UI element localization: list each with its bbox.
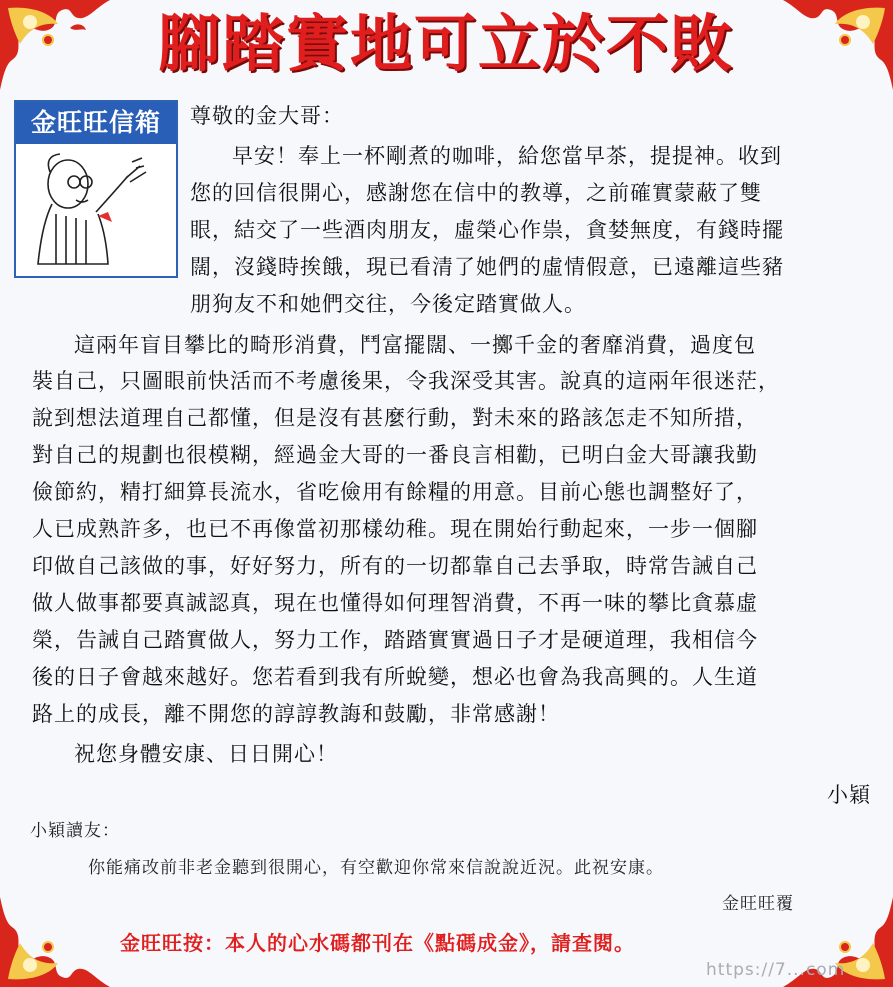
letter-salutation: 尊敬的金大哥： xyxy=(190,104,344,128)
column-title: 金旺旺信箱 xyxy=(16,102,176,144)
letter-line: 您的回信很開心，感謝您在信中的教導，之前確實蒙蔽了雙 xyxy=(190,181,762,205)
letter-line: 人已成熟許多，也已不再像當初那樣幼稚。現在開始行動起來，一步一個腳 xyxy=(32,517,758,541)
letter-line: 朋狗友不和她們交往，今後定踏實做人。 xyxy=(190,292,586,316)
cartoon-man-pointing-icon xyxy=(16,144,176,276)
letter-line: 裝自己，只圖眼前快活而不考慮後果，令我深受其害。說真的這兩年很迷茫， xyxy=(32,369,780,393)
letter-line: 榮，告誡自己踏實做人，努力工作，踏踏實實過日子才是硬道理，我相信今 xyxy=(32,628,758,652)
reply-body: 你能痛改前非老金聽到很開心，有空歡迎你常來信說說近況。此祝安康。 xyxy=(88,858,664,878)
corner-ornament-bottom-left xyxy=(0,897,110,987)
reply-salutation: 小穎讀友： xyxy=(30,821,120,841)
letter-line: 儉節約，精打細算長流水，省吃儉用有餘糧的用意。目前心態也調整好了， xyxy=(32,480,758,504)
letter-signature: 小穎 xyxy=(827,783,871,807)
letter-line: 說到想法道理自己都懂，但是沒有甚麼行動，對未來的路該怎走不知所措， xyxy=(32,406,758,430)
letter-line: 眼，結交了一些酒肉朋友，虛榮心作祟，貪婪無度，有錢時擺 xyxy=(190,218,784,242)
letter-line: 闊，沒錢時挨餓，現已看清了她們的虛情假意，已遠離這些豬 xyxy=(190,255,784,279)
letter-line: 這兩年盲目攀比的畸形消費，鬥富擺闊、一擲千金的奢靡消費，過度包 xyxy=(74,333,756,357)
headline: 腳踏實地可立於不敗 xyxy=(157,7,734,80)
letter-line: 路上的成長，離不開您的諄諄教誨和鼓勵，非常感謝！ xyxy=(32,702,560,726)
letter-closing: 祝您身體安康、日日開心！ xyxy=(74,742,338,766)
letter-line: 做人做事都要真誠認真，現在也懂得如何理智消費，不再一味的攀比貪慕虛 xyxy=(32,591,758,615)
reply-signature: 金旺旺覆 xyxy=(722,894,794,914)
letter-line: 印做自己該做的事，好好努力，所有的一切都靠自己去爭取，時常告誡自己 xyxy=(32,554,758,578)
letter-line: 後的日子會越來越好。您若看到我有所蛻變，想必也會為我高興的。人生道 xyxy=(32,665,758,689)
letter-line: 早安！奉上一杯剛煮的咖啡，給您當早茶，提提神。收到 xyxy=(232,144,782,168)
watermark: https://7...com xyxy=(706,960,846,980)
corner-ornament-top-right xyxy=(783,0,893,90)
column-logo xyxy=(14,100,178,278)
footer-note: 金旺旺按：本人的心水碼都刊在《點碼成金》，請查閱。 xyxy=(120,931,635,955)
letter-line: 對自己的規劃也很模糊，經過金大哥的一番良言相勸，已明白金大哥讓我勤 xyxy=(32,443,758,467)
corner-ornament-top-left xyxy=(0,0,110,90)
